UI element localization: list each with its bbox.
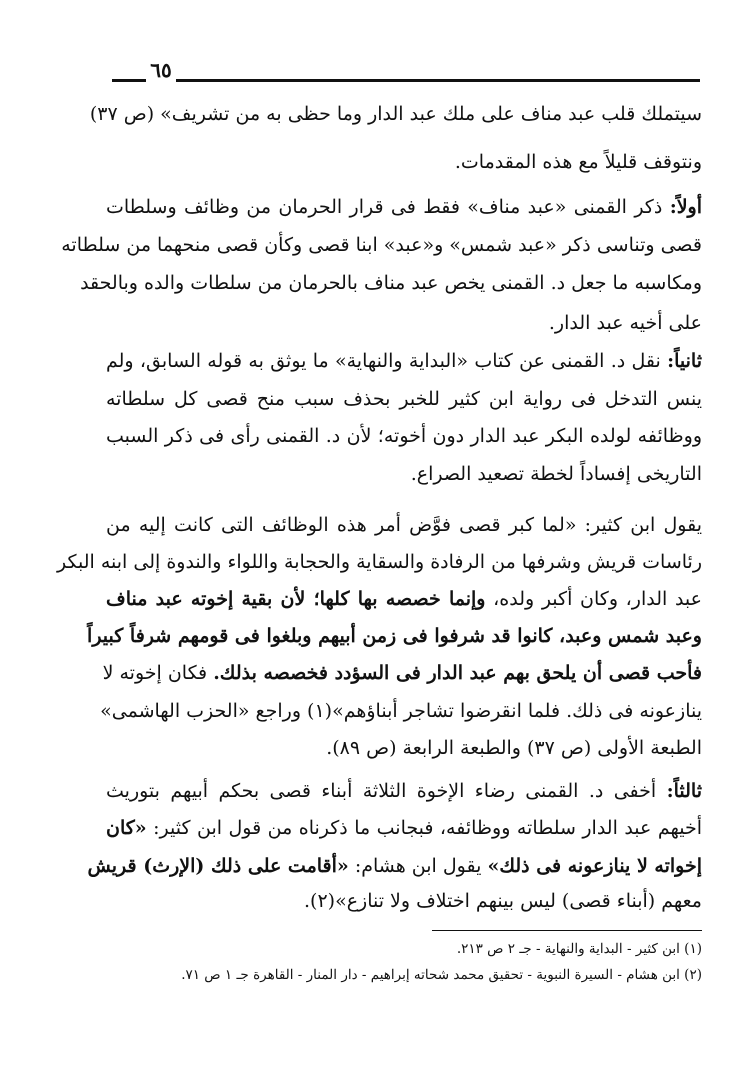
body-text: نقل د. القمنى عن كتاب «البداية والنهاية» ما يوثق به قوله السابق، ولم	[106, 350, 668, 372]
body-line-mixed	[106, 584, 702, 614]
paragraph-heading: ثانياً:	[667, 350, 702, 372]
header-rule-left	[112, 79, 146, 82]
bold-text: «كان	[106, 817, 147, 839]
body-line: ينس التدخل فى رواية ابن كثير للخبر بحذف سبب منح قصى كل سلطاته	[106, 388, 702, 410]
bold-text: وعبد شمس وعبد، كانوا قد شرفوا فى زمن أبيهم وبلغوا فى قومهم شرفاً كبيراً	[87, 625, 702, 647]
body-text: ذكر القمنى «عبد مناف» فقط فى قرار الحرمان من وظائف وسلطات	[106, 196, 670, 218]
bold-text: «أقامت على ذلك (الإرث) قريش	[87, 855, 349, 877]
paragraph-first-line	[106, 346, 702, 376]
paragraph-heading: ثالثاً:	[666, 780, 702, 802]
body-line: قصى وتناسى ذكر «عبد شمس» و«عبد» ابنا قصى وكأن قصى منحهما من سلطاته	[61, 234, 702, 256]
body-text: أخيهم عبد الدار سلطاته ووظائفه، فبجانب ما ذكرناه من قول ابن كثير:	[146, 817, 702, 839]
body-line: رئاسات قريش وشرفها من الرفادة والسقاية والحجابة واللواء والندوة إلى ابنه البكر	[57, 551, 702, 573]
header-rule-right	[176, 79, 700, 82]
body-text: فكان إخوته لا	[102, 662, 214, 684]
body-line: التاريخى إفساداً لخطة تصعيد الصراع.	[410, 463, 702, 485]
page-number: ٦٥	[150, 58, 172, 82]
body-text: أخفى د. القمنى رضاء الإخوة الثلاثة أبناء قصى بحكم أبيهم بتوريث	[106, 780, 667, 802]
body-line: معهم (أبناء قصى) ليس بينهم اختلاف ولا تنازع»(٢).	[303, 890, 702, 912]
paragraph-heading: أولاً:	[669, 196, 702, 218]
bold-text: وإنما خصصه بها كلها؛ لأن بقية إخوته عبد مناف	[106, 588, 486, 610]
bold-text: فأحب قصى أن يلحق بهم عبد الدار فى السؤدد فخصصه بذلك.	[213, 662, 702, 684]
body-line: سيتملك قلب عبد مناف على ملك عبد الدار وما حظى به من تشريف» (ص ٣٧)	[89, 103, 702, 125]
body-line-mixed	[102, 658, 702, 688]
body-text: يقول ابن هشام:	[348, 855, 488, 877]
body-line: ينازعونه فى ذلك. فلما انقرضوا تشاجر أبناؤهم»(١) وراجع «الحزب الهاشمى»	[100, 700, 702, 722]
paragraph-first-line	[106, 192, 702, 222]
paragraph-first-line	[106, 776, 702, 806]
body-line: ونتوقف قليلاً مع هذه المقدمات.	[454, 151, 702, 173]
bold-text: إخواته لا ينازعونه فى ذلك»	[487, 855, 702, 877]
body-line: الطبعة الأولى (ص ٣٧) والطبعة الرابعة (ص ٨٩).	[326, 737, 702, 759]
body-line: يقول ابن كثير: «لما كبر قصى فوَّض أمر هذه الوظائف التى كانت إليه من	[106, 514, 702, 536]
body-text: عبد الدار، وكان أكبر ولده،	[485, 588, 703, 610]
body-line-mixed	[87, 851, 702, 881]
body-line-mixed	[106, 813, 702, 843]
footnote-1: (١) ابن كثير - البداية والنهاية - جـ ٢ ص ٢١٣.	[456, 941, 702, 957]
footnote-2: (٢) ابن هشام - السيرة النبوية - تحقيق محمد شحاته إبراهيم - دار المنار - القاهرة جـ ١ ص ٧١.	[181, 967, 702, 983]
footnote-rule	[432, 930, 702, 931]
body-line: ووظائفه لولده البكر عبد الدار دون أخوته؛ لأن د. القمنى رأى فى ذكر السبب	[106, 425, 702, 447]
body-line: ومكاسبه ما جعل د. القمنى يخص عبد مناف بالحرمان من سلطات والده وبالحقد	[80, 272, 702, 294]
body-line-bold	[87, 621, 702, 651]
body-line: على أخيه عبد الدار.	[548, 312, 702, 334]
